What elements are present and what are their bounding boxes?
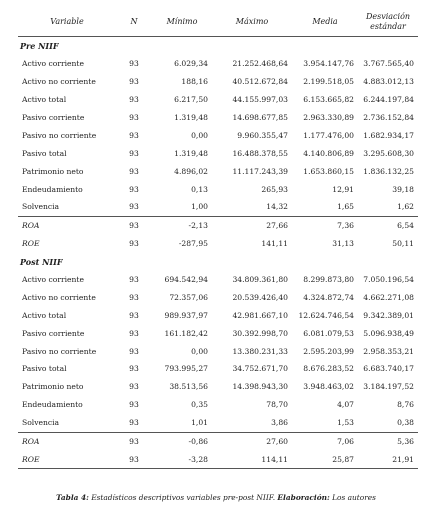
min-cell: 6.029,34 — [174, 59, 208, 69]
table-row — [18, 109, 418, 127]
variable-cell: Activo no corriente — [22, 292, 96, 302]
variable-cell: Patrimonio neto — [22, 382, 84, 392]
mean-cell: 6.081.079,53 — [303, 328, 354, 338]
std-cell: 39,18 — [392, 184, 414, 194]
n-cell: 93 — [129, 95, 139, 105]
std-cell: 3.184.197,52 — [363, 382, 414, 392]
max-cell: 27,66 — [212, 216, 292, 234]
min-cell: 793.995,27 — [164, 364, 208, 374]
n-cell: 93 — [129, 346, 139, 356]
min-cell: 0,35 — [191, 400, 208, 410]
table-row — [18, 306, 418, 324]
std-cell: 6.683.740,17 — [363, 364, 414, 374]
variable-cell: Solvencia — [22, 418, 60, 428]
variable-cell: Activo total — [22, 95, 67, 105]
std-cell: 50,11 — [392, 239, 414, 249]
table-body — [18, 37, 418, 469]
table-row — [18, 55, 418, 73]
table-row — [18, 144, 418, 162]
mean-cell: 3.954.147,76 — [303, 59, 354, 69]
caption-source: Los autores — [329, 493, 376, 502]
section-header-row — [18, 37, 418, 55]
n-cell: 93 — [129, 113, 139, 122]
n-cell: 93 — [116, 216, 152, 234]
table-row — [18, 378, 418, 396]
variable-cell: Patrimonio neto — [22, 166, 84, 176]
mean-cell: 25,87 — [292, 450, 358, 468]
min-cell: -2,13 — [152, 216, 212, 234]
max-cell: 9.960.355,47 — [237, 130, 288, 140]
table-row — [18, 235, 418, 253]
table-row — [18, 91, 418, 109]
n-cell: 93 — [129, 184, 139, 194]
max-cell: 34.752.671,70 — [232, 364, 288, 374]
header-std-line1: Desviación — [365, 12, 411, 21]
variable-cell: Activo no corriente — [22, 77, 96, 87]
std-cell: 2.958.353,21 — [363, 346, 414, 356]
variable-cell: Pasivo no corriente — [22, 346, 97, 356]
min-cell: 161.182,42 — [164, 328, 208, 338]
variable-cell: Pasivo total — [22, 364, 67, 374]
std-cell: 4.883.012,13 — [363, 77, 414, 87]
n-cell: 93 — [129, 130, 139, 140]
mean-cell: 4.140.806,89 — [303, 148, 354, 158]
max-cell: 21.252.468,64 — [232, 59, 288, 69]
max-cell: 44.155.997,03 — [232, 95, 288, 105]
min-cell: 989.937,97 — [164, 310, 208, 320]
variable-cell: ROE — [22, 239, 40, 249]
mean-cell: 2.199.518,05 — [303, 77, 354, 87]
variable-cell: Solvencia — [22, 202, 60, 212]
table-row — [18, 216, 418, 234]
std-cell: 0,38 — [397, 418, 414, 428]
table-row — [18, 342, 418, 360]
table-row — [18, 198, 418, 216]
min-cell: 1,00 — [191, 202, 208, 212]
n-cell: 93 — [129, 77, 139, 87]
header-row — [18, 8, 418, 37]
table-row — [18, 396, 418, 414]
mean-cell: 4,07 — [337, 400, 354, 410]
header-min: Mínimo — [166, 17, 198, 26]
variable-cell: Pasivo total — [22, 148, 67, 158]
variable-cell: Activo corriente — [22, 59, 84, 69]
caption-lead: Tabla 4: — [56, 493, 89, 502]
min-cell: 188,16 — [181, 77, 208, 87]
min-cell: -0,86 — [152, 432, 212, 450]
min-cell: 1.319,48 — [174, 113, 208, 122]
mean-cell: 1,53 — [337, 418, 354, 428]
max-cell: 30.392.998,70 — [232, 328, 288, 338]
n-cell: 93 — [129, 239, 139, 249]
n-cell: 93 — [129, 364, 139, 374]
variable-cell: Activo corriente — [22, 275, 84, 285]
max-cell: 13.380.231,33 — [232, 346, 288, 356]
table-row — [18, 288, 418, 306]
header-std — [358, 8, 418, 37]
section-title: Pre NIIF — [20, 40, 59, 51]
std-cell: 6,54 — [358, 216, 418, 234]
mean-cell: 31,13 — [332, 239, 354, 249]
mean-cell: 3.948.463,02 — [303, 382, 354, 392]
variable-cell: Pasivo corriente — [22, 113, 85, 122]
table-row — [18, 324, 418, 342]
max-cell: 14.698.677,85 — [232, 113, 288, 122]
std-cell: 8,76 — [397, 400, 414, 410]
max-cell: 11.117.243,39 — [232, 166, 288, 176]
table-row — [18, 414, 418, 432]
max-cell: 34.809.361,80 — [232, 275, 288, 285]
mean-cell: 1.177.476,00 — [303, 130, 354, 140]
mean-cell: 1.653.860,15 — [303, 166, 354, 176]
table-row — [18, 73, 418, 91]
min-cell: -3,28 — [152, 450, 212, 468]
variable-cell: Endeudamiento — [22, 400, 83, 410]
n-cell: 93 — [129, 292, 139, 302]
max-cell: 141,11 — [261, 239, 288, 249]
header-max: Máximo — [235, 17, 269, 26]
mean-cell: 8.676.283,52 — [303, 364, 354, 374]
mean-cell: 4.324.872,74 — [303, 292, 354, 302]
std-cell: 1.836.132,25 — [363, 166, 414, 176]
variable-cell: ROA — [18, 216, 116, 234]
mean-cell: 12.624.746,54 — [298, 310, 354, 320]
max-cell: 114,11 — [212, 450, 292, 468]
header-n: N — [130, 17, 138, 26]
mean-cell: 8.299.873,80 — [303, 275, 354, 285]
max-cell: 16.488.378,55 — [232, 148, 288, 158]
std-cell: 1,62 — [397, 202, 414, 212]
variable-cell: ROE — [18, 450, 116, 468]
mean-cell: 6.153.665,82 — [303, 95, 354, 105]
max-cell: 40.512.672,84 — [232, 77, 288, 87]
variable-cell: Pasivo no corriente — [22, 130, 97, 140]
max-cell: 27,60 — [212, 432, 292, 450]
variable-cell: Activo total — [22, 310, 67, 320]
min-cell: 0,00 — [191, 346, 208, 356]
min-cell: 0,13 — [191, 184, 208, 194]
n-cell: 93 — [129, 310, 139, 320]
max-cell: 20.539.426,40 — [232, 292, 288, 302]
header-variable: Variable — [50, 17, 84, 26]
table-caption — [0, 493, 432, 502]
table-row — [18, 271, 418, 289]
mean-cell: 12,91 — [332, 184, 354, 194]
max-cell: 14,32 — [266, 202, 288, 212]
max-cell: 265,93 — [261, 184, 288, 194]
std-cell: 5,36 — [358, 432, 418, 450]
descriptive-stats-table — [18, 8, 418, 469]
n-cell: 93 — [116, 450, 152, 468]
n-cell: 93 — [129, 275, 139, 285]
n-cell: 93 — [129, 328, 139, 338]
n-cell: 93 — [116, 432, 152, 450]
table-row — [18, 162, 418, 180]
min-cell: 38.513,56 — [169, 382, 208, 392]
section-header-row — [18, 253, 418, 271]
std-cell: 1.682.934,17 — [363, 130, 414, 140]
n-cell: 93 — [129, 382, 139, 392]
caption-authorship: Elaboración: — [277, 493, 330, 502]
variable-cell: Pasivo corriente — [22, 328, 85, 338]
std-cell: 6.244.197,84 — [363, 95, 414, 105]
variable-cell: Endeudamiento — [22, 184, 83, 194]
n-cell: 93 — [129, 148, 139, 158]
std-cell: 2.736.152,84 — [363, 113, 414, 122]
mean-cell: 1,65 — [337, 202, 354, 212]
mean-cell: 7,06 — [292, 432, 358, 450]
header-std-line2: estándar — [370, 22, 406, 31]
n-cell: 93 — [129, 202, 139, 212]
min-cell: -287,95 — [178, 239, 208, 249]
table-row — [18, 432, 418, 450]
section-title: Post NIIF — [20, 256, 63, 267]
std-cell: 7.050.196,54 — [363, 275, 414, 285]
std-cell: 3.767.565,40 — [363, 59, 414, 69]
std-cell: 3.295.608,30 — [363, 148, 414, 158]
n-cell: 93 — [129, 166, 139, 176]
min-cell: 6.217,50 — [174, 95, 208, 105]
max-cell: 14.398.943,30 — [232, 382, 288, 392]
std-cell: 9.342.389,01 — [363, 310, 414, 320]
n-cell: 93 — [129, 400, 139, 410]
min-cell: 1.319,48 — [174, 148, 208, 158]
min-cell: 4.896,02 — [174, 166, 208, 176]
max-cell: 3,86 — [271, 418, 288, 428]
mean-cell: 2.595.203,99 — [303, 346, 354, 356]
std-cell: 4.662.271,08 — [363, 292, 414, 302]
variable-cell: ROA — [18, 432, 116, 450]
n-cell: 93 — [129, 59, 139, 69]
caption-text: Estadísticos descriptivos variables pre-post NIIF. — [88, 493, 278, 502]
mean-cell: 7,36 — [292, 216, 358, 234]
max-cell: 42.981.667,10 — [232, 310, 288, 320]
table-row — [18, 126, 418, 144]
std-cell: 21,91 — [358, 450, 418, 468]
min-cell: 1,01 — [191, 418, 208, 428]
header-mean: Media — [312, 17, 338, 26]
std-cell: 5.096.938,49 — [363, 328, 414, 338]
min-cell: 694.542,94 — [164, 275, 208, 285]
min-cell: 72.357,06 — [169, 292, 208, 302]
table-row — [18, 180, 418, 198]
mean-cell: 2.963.330,89 — [303, 113, 354, 122]
n-cell: 93 — [129, 418, 139, 428]
min-cell: 0,00 — [191, 130, 208, 140]
max-cell: 78,70 — [266, 400, 288, 410]
table-row — [18, 450, 418, 468]
table-row — [18, 360, 418, 378]
